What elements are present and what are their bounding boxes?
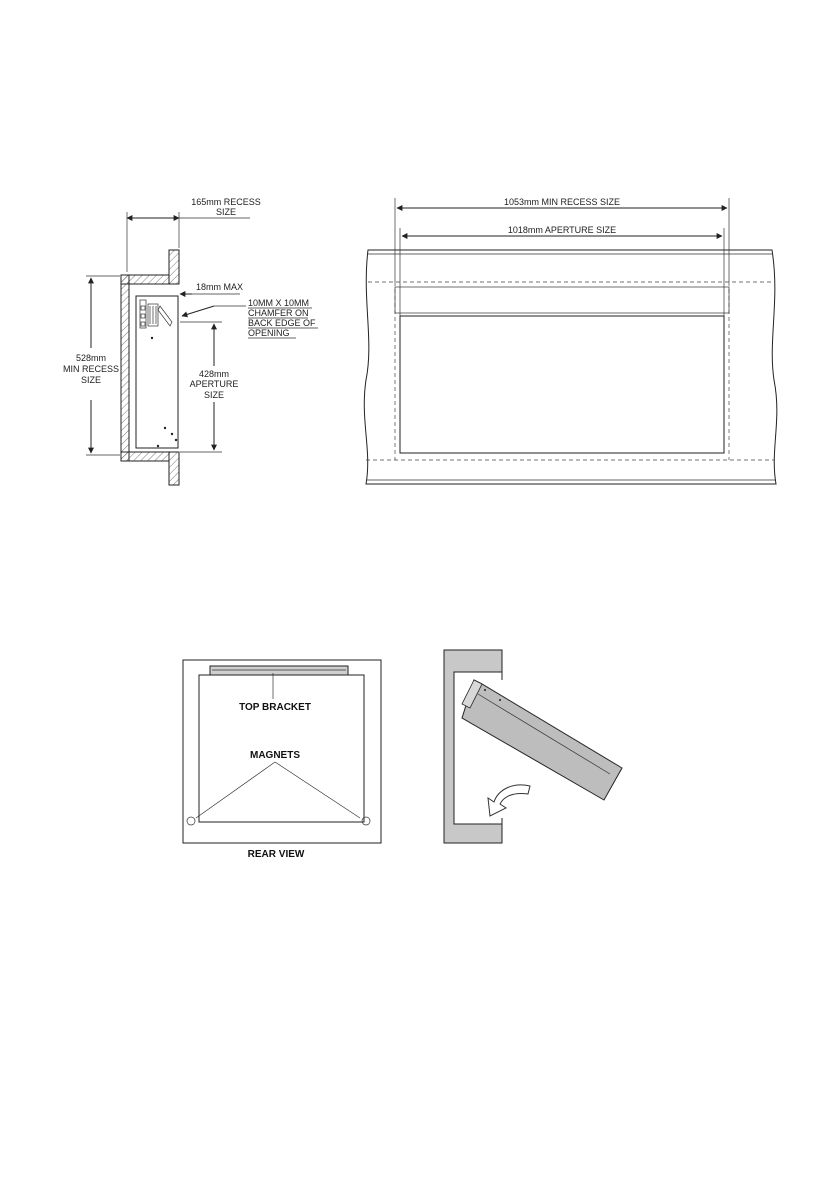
top-bracket — [210, 666, 348, 675]
recess-height-label-2: MIN RECESS — [62, 364, 120, 374]
chamfer-label-2: CHAMFER ON — [248, 308, 309, 318]
recess-depth-label: 165mm RECESS — [191, 197, 261, 207]
recess-width-label: 1053mm MIN RECESS SIZE — [503, 197, 621, 207]
tilt-install-diagram — [444, 650, 622, 843]
recess-height-label-3: SIZE — [80, 375, 102, 385]
recess-height-dimension — [63, 276, 120, 455]
wall-max-label: 18mm MAX — [196, 282, 244, 292]
recess-height-label-1: 528mm — [75, 353, 107, 363]
wall-section — [121, 250, 179, 485]
recess-depth-label-2: SIZE — [215, 207, 237, 217]
top-bracket-label: TOP BRACKET — [239, 702, 311, 713]
aperture-opening — [400, 316, 724, 453]
chamfer-callout — [182, 298, 318, 338]
side-section-diagram — [63, 197, 318, 485]
magnets-label: MAGNETS — [250, 750, 300, 761]
fire-unit-section — [136, 296, 178, 448]
magnet-left — [187, 817, 195, 825]
rear-view-caption: REAR VIEW — [247, 849, 305, 860]
aperture-height-label-3: SIZE — [203, 390, 225, 400]
aperture-width-dimension — [400, 225, 724, 316]
wall-thickness-dimension — [180, 282, 243, 294]
aperture-width-label: 1018mm APERTURE SIZE — [507, 225, 617, 235]
front-view-diagram — [364, 197, 777, 484]
wall-outline — [364, 250, 777, 484]
aperture-height-label-1: 428mm — [198, 369, 230, 379]
aperture-height-label-2: APERTURE — [189, 379, 239, 389]
rotate-arrow-icon — [488, 785, 530, 816]
magnet-right — [362, 817, 370, 825]
chamfer-label-1: 10MM X 10MM — [248, 298, 310, 308]
chamfer-label-4: OPENING — [248, 328, 290, 338]
rear-view-diagram — [183, 660, 381, 860]
tilted-fire-panel — [462, 680, 622, 800]
aperture-height-dimension — [180, 322, 238, 452]
chamfer-label-3: BACK EDGE OF — [248, 318, 316, 328]
recess-width-dimension — [395, 197, 729, 282]
recess-depth-dimension — [127, 197, 261, 272]
